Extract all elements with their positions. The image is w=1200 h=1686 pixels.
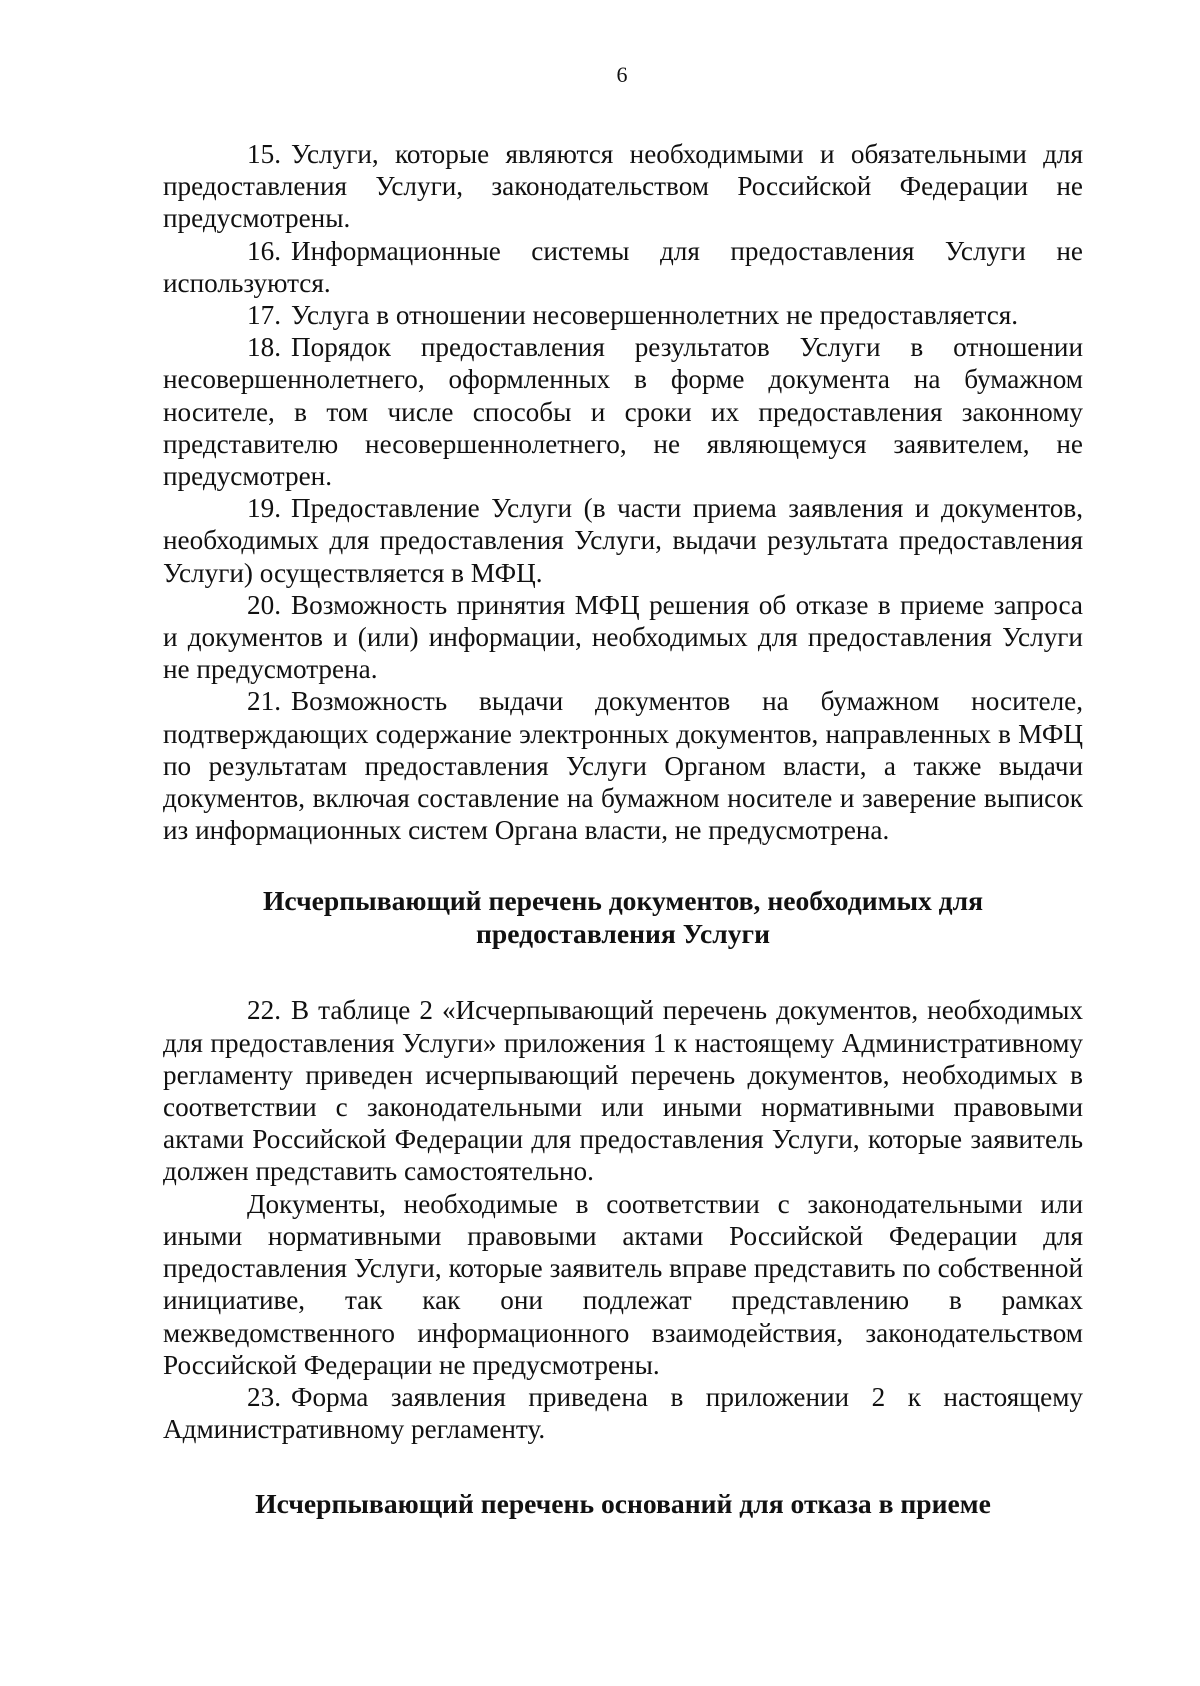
section-heading-line: предоставления Услуги [476,918,770,950]
section-heading-refusal: Исчерпывающий перечень оснований для отказа в приеме [255,1488,991,1520]
item-20 [163,589,1083,686]
item-number: 18. [247,332,281,363]
item-number: 15. [247,139,281,169]
item-19 [163,492,1083,589]
item-16 [163,235,1083,299]
page-number: 6 [616,62,628,87]
item-21 [163,685,1083,846]
item-text: Услуга в отношении несовершеннолетних не предоставляется. [290,300,1019,331]
document-body [163,138,1083,1520]
item-22 [163,994,1083,1187]
item-number: 16. [247,235,281,266]
item-text: Услуги, которые являются необходимыми и обязательными для предоставления Услуги, законодательством Российской Федерации не предусмотрены. [163,139,1083,234]
item-text: Информационные системы для предоставления Услуги не используются. [163,235,1083,298]
item-15 [163,138,1083,235]
item-number: 21. [247,686,281,717]
item-text: Предоставление Услуги (в части приема заявления и документов, необходимых для предоставления Услуги, выдачи результата предоставления Услуги) осуществляется в МФЦ. [163,493,1083,588]
item-number: 19. [247,493,281,524]
section-heading-documents [163,884,1083,950]
item-text: Возможность выдачи документов на бумажном носителе, подтверждающих содержание электронных документов, направленных в МФЦ по результатам предоставления Услуги Органом власти, а также выдачи документов, включая составление на бумажном носителе и заверение выписок из информационных систем Органа власти, не предусмотрена. [163,686,1083,846]
item-text: Форма заявления приведена в приложении 2 к настоящему Административному регламенту. [163,1381,1083,1445]
item-number: 22. [247,995,281,1026]
item-text: Порядок предоставления результатов Услуги в отношении несовершеннолетнего, оформленных в форме документа на бумажном носителе, в том числе способы и сроки их предоставления законному представителю несовершеннолетнего, не являющемуся заявителем, не предусмотрен. [163,332,1083,492]
item-18 [163,331,1083,492]
item-text: Возможность принятия МФЦ решения об отказе в приеме запроса и документов и (или) информации, необходимых для предоставления Услуги не предусмотрена. [163,589,1083,685]
item-text: В таблице 2 «Исчерпывающий перечень документов, необходимых для предоставления Услуги» приложения 1 к настоящему Административному регламенту приведен исчерпывающий перечень документов, необходимых в соответствии с законодательными или иными нормативными правовыми актами Российской Федерации для предоставления Услуги, которые заявитель должен представить самостоятельно. [163,995,1083,1187]
item-number: 23. [247,1381,281,1412]
paragraph-optional-documents: Документы, необходимые в соответствии с законодательными или иными нормативными правовыми актами Российской Федерации для предоставления Услуги, которые заявитель вправе представить по собственной инициативе, так как они подлежат представлению в рамках межведомственного информационного взаимодействия, законодательством Российской Федерации не предусмотрены. [163,1188,1083,1380]
item-17 [163,299,1083,331]
item-number: 17. [247,300,281,331]
section-heading-line: Исчерпывающий перечень документов, необходимых для [262,885,984,917]
item-23 [163,1381,1083,1445]
item-number: 20. [247,589,281,620]
